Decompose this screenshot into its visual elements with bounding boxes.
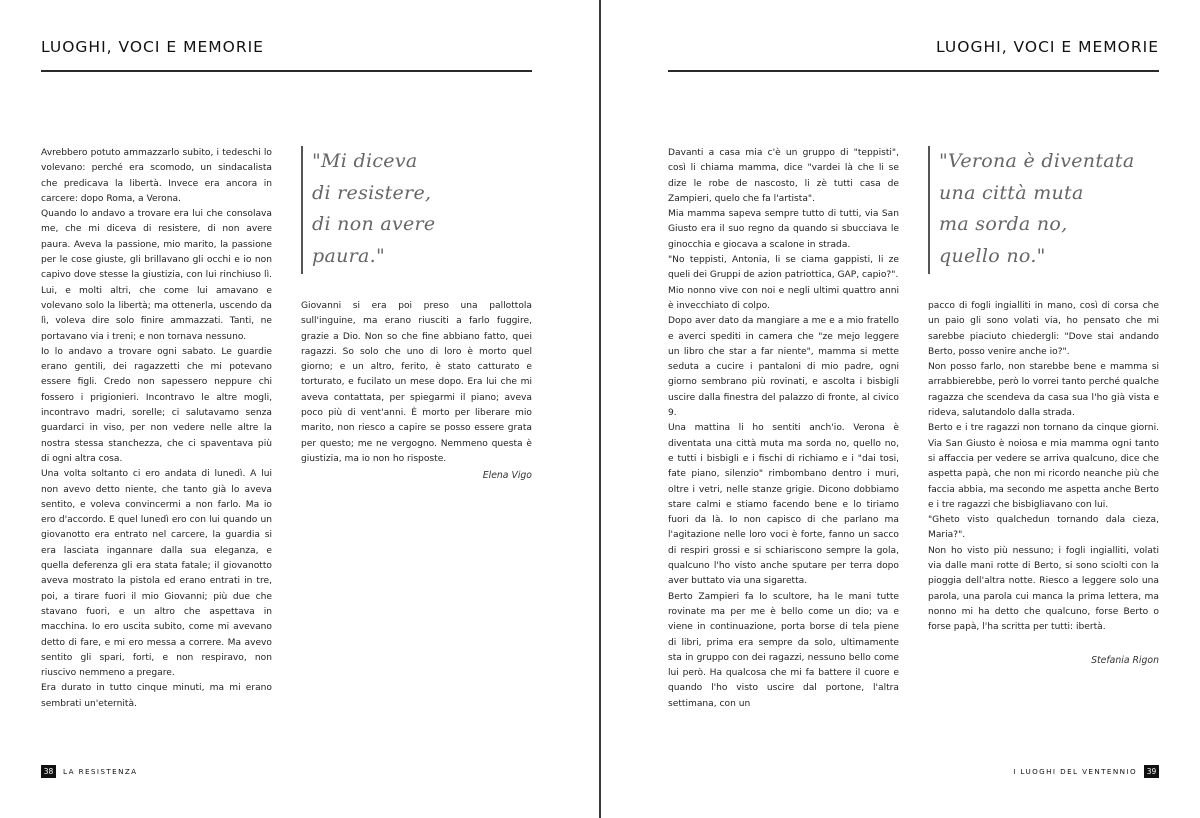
paragraph: "Gheto visto qualchedun tornando dala cieza, Maria?". xyxy=(928,515,1159,541)
quote-line: una città muta xyxy=(939,181,1084,204)
pull-quote xyxy=(301,146,532,274)
paragraph: Avrebbero potuto ammazzarlo subito, i tedeschi lo volevano: perché era scomodo, un sindacalista che predicava la libertà. Invece era ancora in carcere: dopo Roma, a Verona. xyxy=(41,148,272,204)
paragraph: Non ho visto più nessuno; i fogli ingialliti, volati via dalle mani rotte di Berto, si sono sciolti con la pioggia dell'altra notte. Riesco a leggere solo una parola, una parola cui manca la prima lettera, ma nonno mi ha detto che qualcuno, forse Berto o forse papà, l'ha scritta per tutti: ibertà. xyxy=(928,545,1159,633)
right-page xyxy=(600,0,1200,818)
text-column-2 xyxy=(928,299,1159,636)
paragraph: Davanti a casa mia c'è un gruppo di "teppisti", così li chiama mamma, dice "vardei là che li se dize le robe de nascosto, li zè tutti casa de Zampieri, quelo che fa l'artista". xyxy=(668,148,899,204)
quote-line: quello no." xyxy=(939,244,1046,267)
page-header: LUOGHI, VOCI E MEMORIE xyxy=(41,38,264,56)
quote-line: di resistere, xyxy=(312,181,432,204)
page-footer xyxy=(1013,765,1159,778)
paragraph: Berto e i tre ragazzi non tornano da cinque giorni. Via San Giusto è noiosa e mia mamma ogni tanto si affaccia per vedere se arriva qualcuno, dice che aspetta papà, che non mi ricordo neanche più che faccia abbia, ma secondo me aspetta anche Berto e i tre ragazzi che bisbigliavano con lui. xyxy=(928,423,1159,510)
quote-line: di non avere xyxy=(312,213,436,235)
paragraph: Berto Zampieri fa lo scultore, ha le mani tutte rovinate ma per me è bello come un dio; va e viene in continuazione, porta borse di tela piene di libri, prima era sempre da solo, ultimamente sta in gruppo con dei ragazzi, nessuno bello come lui però. Ha qualcosa che mi fa battere il cuore e quando l'ho visto uscire dal portone, l'altra settimana, con un xyxy=(668,591,899,709)
paragraph: Quando lo andavo a trovare era lui che consolava me, che mi diceva di resistere, di non avere paura. Aveva la passione, mio marito, la passione per le cose giuste, gli brillavano gli occhi e io non capivo dove stesse la giustizia, con lui rinchiuso lì. Lui, e molti altri, che come lui amavano e volevano solo la libertà; ma ottenerla, uscendo da lì, voleva dire solo finire ammazzati. Tanti, ne portavano via i treni; e non tornava nessuno. xyxy=(41,209,272,342)
author-signature: Stefania Rigon xyxy=(1091,655,1159,666)
paragraph: "No teppisti, Antonia, li se ciama gappisti, li ze queli dei Gruppi de azion patriottica, GAP, capio?". xyxy=(668,255,899,281)
paragraph: Non posso farlo, non starebbe bene e mamma si arrabbierebbe, però lo vorrei tanto perché qualche ragazza che scendeva da casa sua l'ho già vista e rideva, salutandolo dalla strada. xyxy=(928,362,1159,419)
paragraph: Giovanni si era poi preso una pallottola sull'inguine, ma erano riusciti a farlo fuggire, grazie a Dio. Non so che fine abbiano fatto, quei ragazzi. So solo che uno di loro è morto quel giorno; e un altro, ferito, è stato catturato e torturato, e fucilato un mese dopo. Era lui che mi aveva contattata, per spiegarmi il piano; aveva poco più di vent'anni. È morto per liberare mio marito, non riesco a capire se posso essere grata per questo; me ne vergogno. Nemmeno questa è giustizia, ma io non ho risposte. xyxy=(301,301,532,464)
paragraph: Dopo aver dato da mangiare a me e a mio fratello e averci spediti in camera che "ze mejo leggere un libro che star a far niente", mamma si mette seduta a cucire i pantaloni di mio padre, ogni giorno sembrano più rovinati, e ascolta i bisbigli uscire dalla finestra del palazzo di fronte, al civico 9. xyxy=(668,316,899,419)
paragraph: Io lo andavo a trovare ogni sabato. Le guardie erano gentili, dei ragazzetti che mi potevano essere figli. Credo non sapessero neppure chi fossero i prigionieri. Incontravo le altre mogli, incontravo madri, sorelle; ci salutavamo senza guardarci in viso, per non vedere nelle altre la nostra stessa stanchezza, che ci spaventava più di ogni altra cosa. xyxy=(41,346,272,464)
section-label: I LUOGHI DEL VENTENNIO xyxy=(1013,767,1137,776)
paragraph: Mia mamma sapeva sempre tutto di tutti, via San Giusto era il suo regno da quando si sbucciava le ginocchia e giocava a scalone in strada. xyxy=(668,209,899,250)
quote-line: ma sorda no, xyxy=(939,213,1068,235)
page-number: 38 xyxy=(41,765,56,778)
paragraph: Mio nonno vive con noi e negli ultimi quattro anni è invecchiato di colpo. xyxy=(668,285,899,311)
text-column-2 xyxy=(301,299,532,467)
paragraph: Una mattina li ho sentiti anch'io. Verona è diventata una città muta ma sorda no, quello no, e tutti i bisbigli e i fischi di richiamo e i "dai tosi, fate piano, silenzio" rimbombano dentro i muri, oltre i vetri, nelle stanze grigie. Dicono dobbiamo stare calmi e stiamo facendo bene e lo tiriamo fuori da là. Io non capisco di che parlano ma l'agitazione nelle loro voci è forte, fanno un sacco di respiri grossi e si schiariscono sempre la gola, qualcuno l'ho visto anche sputare per terra dopo aver buttato via una sigaretta. xyxy=(668,423,899,587)
quote-line: "Mi diceva xyxy=(312,150,418,172)
page-header: LUOGHI, VOCI E MEMORIE xyxy=(936,38,1159,56)
pull-quote xyxy=(928,146,1149,274)
section-label: LA RESISTENZA xyxy=(63,767,138,776)
text-column-1 xyxy=(41,146,272,712)
quote-line: paura." xyxy=(312,244,386,267)
paragraph: Una volta soltanto ci ero andata di lunedì. A lui non avevo detto niente, che tanto già lo aveva sentito, e voleva convincermi a non farlo. Ma io ero d'accordo. E quel lunedì ero con lui quando un giovanotto era entrato nel carcere, la guardia si era lasciata ingannare dalla sua eleganza, e quella deferenza gli era stata fatale; il giovanotto aveva mostrato la pistola ed erano entrati in tre, poi, a tirare fuori il mio Giovanni; più due che stavano fuori, e un altro che aspettava in macchina. Io ero uscita subito, come mi avevano detto di fare, e mi ero messa a correre. Ma avevo sentito gli spari, forti, e non respiravo, non riuscivo nemmeno a pregare. xyxy=(41,469,272,679)
quote-line: "Verona è diventata xyxy=(939,150,1135,172)
paragraph: pacco di fogli ingialliti in mano, così di corsa che un paio gli sono volati via, ho pensato che mi sarebbe piaciuto chiedergli: "Dove stai andando Berto, posso venire anche io?". xyxy=(928,301,1159,357)
header-rule xyxy=(668,70,1159,72)
page-number: 39 xyxy=(1144,765,1159,778)
page-footer xyxy=(41,765,138,778)
text-column-1 xyxy=(668,146,899,712)
header-rule xyxy=(41,70,532,72)
author-signature: Elena Vigo xyxy=(482,470,532,481)
paragraph: Era durato in tutto cinque minuti, ma mi erano sembrati un'eternità. xyxy=(41,683,272,709)
